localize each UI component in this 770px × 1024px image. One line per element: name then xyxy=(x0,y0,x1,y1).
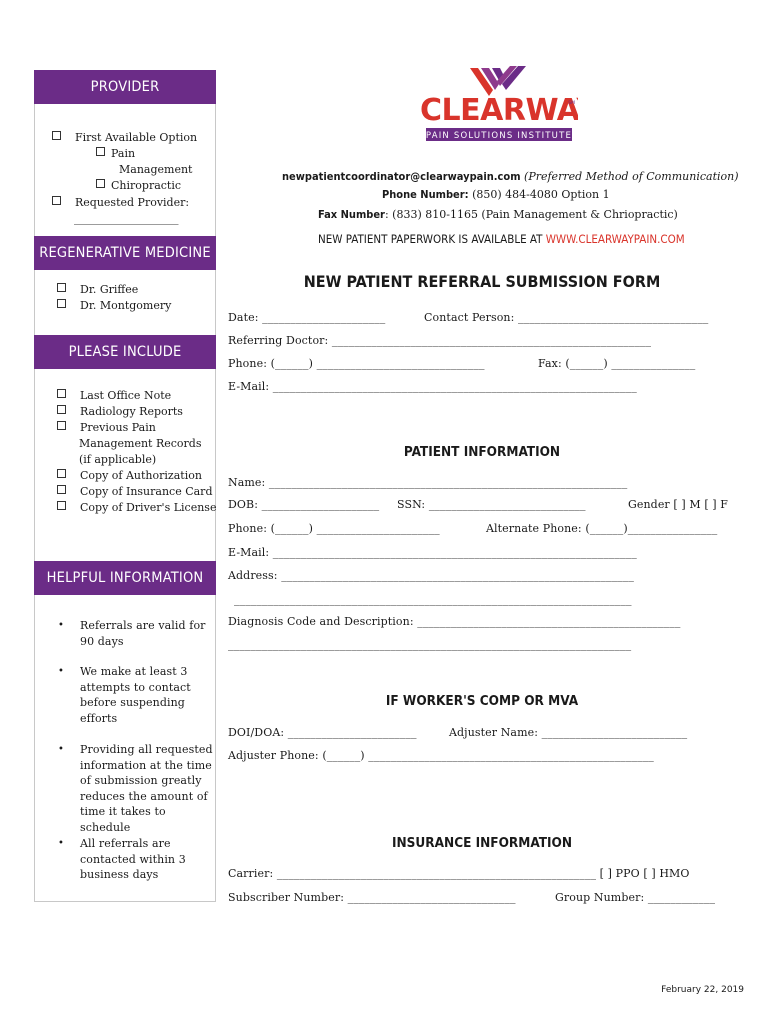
diagnosis-line2[interactable]: ________________________________________________________________________ xyxy=(228,638,632,651)
contact-person-field[interactable]: Contact Person: __________________________________ xyxy=(424,311,709,324)
patient-alt-phone-field[interactable]: Alternate Phone: (______)________________ xyxy=(486,522,718,535)
referral-phone-field[interactable]: Phone: (______) ______________________________ xyxy=(228,357,485,370)
checkbox[interactable] xyxy=(96,179,105,188)
svg-text:SM: SM xyxy=(568,101,575,106)
patient-phone-field[interactable]: Phone: (______) ______________________ xyxy=(228,522,440,535)
include-item-text: Management Records xyxy=(79,437,202,450)
checkbox[interactable] xyxy=(52,131,61,140)
clearway-logo xyxy=(418,60,578,145)
insurance-information-heading: INSURANCE INFORMATION xyxy=(391,835,573,851)
regenerative-medicine-heading: REGENERATIVE MEDICINE xyxy=(34,236,216,270)
doi-field[interactable]: DOI/DOA: _______________________ xyxy=(228,726,417,739)
date-field[interactable]: Date: ______________________ xyxy=(228,311,386,324)
checkbox[interactable] xyxy=(57,405,66,414)
checkbox[interactable] xyxy=(52,196,61,205)
adjuster-name-field[interactable]: Adjuster Name: __________________________ xyxy=(449,726,688,739)
workers-comp-heading: IF WORKER'S COMP OR MVA xyxy=(385,693,579,709)
checkbox[interactable] xyxy=(57,299,66,308)
checkbox[interactable] xyxy=(57,421,66,430)
referral-fax-field[interactable]: Fax: (______) _______________ xyxy=(538,357,696,370)
provider-heading: PROVIDER xyxy=(34,70,216,104)
chiropractic-option[interactable]: Chiropractic xyxy=(96,178,181,194)
patient-gender-field[interactable]: Gender [ ] M [ ] F xyxy=(628,498,729,511)
include-item-office-note[interactable]: Last Office Note xyxy=(57,388,171,404)
pain-management-option[interactable]: Pain xyxy=(96,146,135,162)
form-title: NEW PATIENT REFERRAL SUBMISSION FORM xyxy=(303,272,661,291)
patient-dob-field[interactable]: DOB: _____________________ xyxy=(228,498,380,511)
checkbox[interactable] xyxy=(57,469,66,478)
carrier-field[interactable]: Carrier: _________________________________________________________ [ ] PPO [ ] HMO xyxy=(228,867,690,880)
bullet: • xyxy=(58,744,64,755)
footer-date: February 22, 2019 xyxy=(661,985,744,995)
contact-fax: Fax Number: (833) 810-1165 (Pain Management & Chriopractic) xyxy=(318,208,678,221)
group-number-field[interactable]: Group Number: ____________ xyxy=(555,891,716,904)
include-item-pain-records[interactable]: Previous Pain xyxy=(57,420,156,436)
include-item-text: (if applicable) xyxy=(79,453,157,466)
patient-address-line2[interactable]: _______________________________________________________________________ xyxy=(234,593,632,606)
clearway-logo-icon xyxy=(418,60,578,145)
bullet: • xyxy=(58,838,64,849)
helpful-item: Referrals are valid for 90 days xyxy=(80,619,206,648)
first-available-option[interactable]: First Available Option xyxy=(52,130,197,146)
helpful-item: Providing all requested information at the time of submission greatly reduces the amount of time it takes to schedule xyxy=(80,743,213,834)
diagnosis-field[interactable]: Diagnosis Code and Description: _______________________________________________ xyxy=(228,615,681,628)
contact-phone: Phone Number: (850) 484-4080 Option 1 xyxy=(382,188,610,201)
helpful-information-heading: HELPFUL INFORMATION xyxy=(34,561,216,595)
include-item-drivers-license[interactable]: Copy of Driver's License xyxy=(57,500,216,516)
adjuster-phone-field[interactable]: Adjuster Phone: (______) ___________________________________________________ xyxy=(228,749,654,762)
requested-provider-option[interactable]: Requested Provider: xyxy=(52,195,189,211)
patient-address-field[interactable]: Address: _______________________________________________________________ xyxy=(228,569,634,582)
checkbox[interactable] xyxy=(57,283,66,292)
checkbox[interactable] xyxy=(96,147,105,156)
website-link[interactable]: WWW.CLEARWAYPAIN.COM xyxy=(545,232,685,246)
patient-information-heading: PATIENT INFORMATION xyxy=(403,444,561,460)
patient-email-field[interactable]: E-Mail: _________________________________________________________________ xyxy=(228,546,637,559)
pain-management-label: Management xyxy=(119,163,193,176)
checkbox[interactable] xyxy=(57,485,66,494)
checkbox[interactable] xyxy=(57,389,66,398)
subscriber-number-field[interactable]: Subscriber Number: ______________________________ xyxy=(228,891,516,904)
doctor-option-griffee[interactable]: Dr. Griffee xyxy=(57,282,138,298)
logo-tagline: PAIN SOLUTIONS INSTITUTE xyxy=(425,131,573,141)
requested-provider-field[interactable]: ___________________ xyxy=(74,212,179,225)
patient-name-field[interactable]: Name: ________________________________________________________________ xyxy=(228,476,628,489)
helpful-item: All referrals are contacted within 3 business days xyxy=(80,837,186,881)
logo-wordmark: CLEARWA xyxy=(420,93,577,128)
bullet: • xyxy=(58,666,64,677)
patient-ssn-field[interactable]: SSN: ____________________________ xyxy=(397,498,586,511)
checkbox[interactable] xyxy=(57,501,66,510)
contact-email: newpatientcoordinator@clearwaypain.com (Preferred Method of Communication) xyxy=(282,170,739,183)
referring-doctor-field[interactable]: Referring Doctor: _________________________________________________________ xyxy=(228,334,652,347)
bullet: • xyxy=(58,620,64,631)
include-item-radiology[interactable]: Radiology Reports xyxy=(57,404,183,420)
helpful-item: We make at least 3 attempts to contact before suspending efforts xyxy=(80,665,191,725)
referral-email-field[interactable]: E-Mail: _________________________________________________________________ xyxy=(228,380,637,393)
doctor-option-montgomery[interactable]: Dr. Montgomery xyxy=(57,298,171,314)
include-item-authorization[interactable]: Copy of Authorization xyxy=(57,468,202,484)
include-item-insurance-card[interactable]: Copy of Insurance Card xyxy=(57,484,212,500)
please-include-heading: PLEASE INCLUDE xyxy=(34,335,216,369)
paperwork-notice: NEW PATIENT PAPERWORK IS AVAILABLE AT WWW.CLEARWAYPAIN.COM xyxy=(318,232,685,246)
